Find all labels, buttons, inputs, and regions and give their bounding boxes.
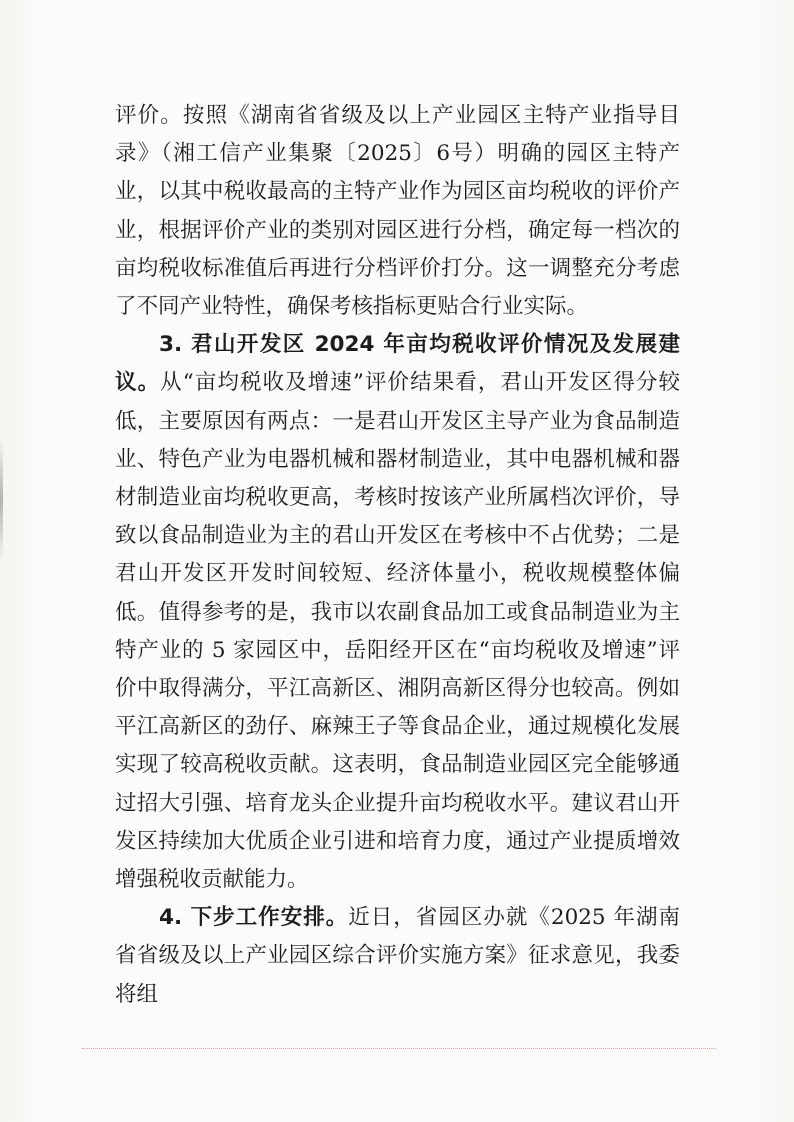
section-3-heading: 3. 君山开发区 2024 年亩均税收评价情况及发展建议。 bbox=[115, 332, 680, 396]
paragraph-evaluation-method: 评价。按照《湖南省省级及以上产业园区主特产业指导目录》（湘工信产业集聚〔2025〕6号）明确的园区主特产业，以其中税收最高的主特产业作为园区亩均税收的评价产业，根据评价产业的类别对园区进行分档，确定每一档次的亩均税收标准值后再进行分档评价打分。这一调整充分考虑了不同产业特性，确保考核指标更贴合行业实际。 bbox=[115, 103, 680, 320]
section-3-paragraph bbox=[115, 326, 680, 899]
document-body bbox=[115, 97, 680, 1014]
section-4-heading: 4. 下步工作安排。 bbox=[159, 905, 349, 931]
scan-edge-shadow bbox=[0, 440, 3, 560]
section-3-body: 从“亩均税收及增速”评价结果看，君山开发区得分较低，主要原因有两点：一是君山开发区主导产业为食品制造业、特色产业为电器机械和器材制造业，其中电器机械和器材制造业亩均税收更高，考核时按该产业所属档次评价，导致以食品制造业为主的君山开发区在考核中不占优势；二是君山开发区开发时间较短、经济体量小，税收规模整体偏低。值得参考的是，我市以农副食品加工或食品制造业为主特产业的 5 家园区中，岳阳经开区在“亩均税收及增速”评价中取得满分，平江高新区、湘阴高新区得分也较高。例如平江高新区的劲仔、麻辣王子等食品企业，通过规模化发展实现了较高税收贡献。这表明，食品制造业园区完全能够通过招大引强、培育龙头企业提升亩均税收水平。建议君山开发区持续加大优质企业引进和培育力度，通过产业提质增效增强税收贡献能力。 bbox=[115, 370, 680, 893]
section-4-body: 近日，省园区办就《2025 年湖南省省级及以上产业园区综合评价实施方案》征求意见，我委将组 bbox=[115, 905, 680, 1007]
section-4-paragraph bbox=[115, 899, 680, 1014]
footer-divider bbox=[82, 1048, 716, 1049]
